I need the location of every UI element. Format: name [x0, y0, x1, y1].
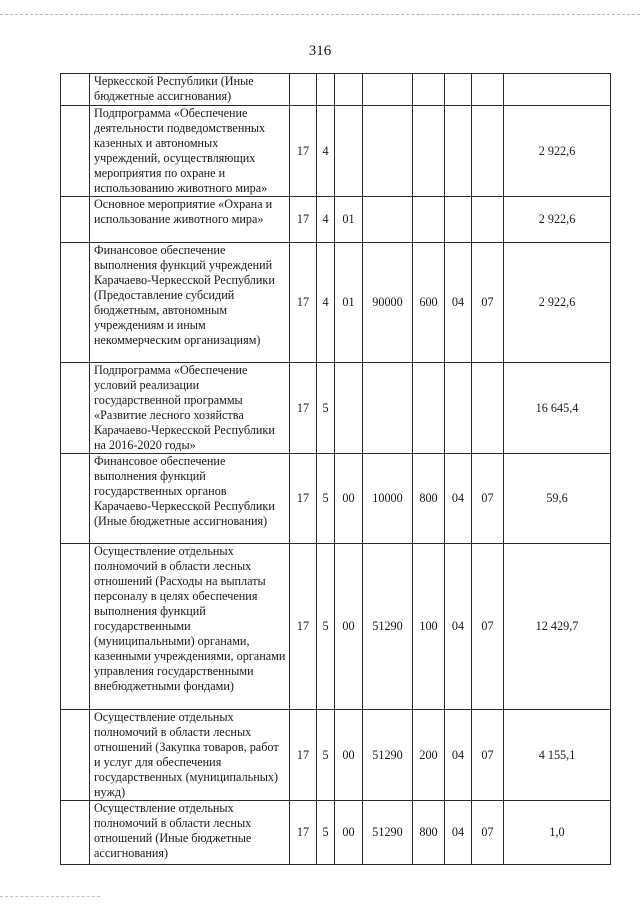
- code-cell-c4: [363, 197, 413, 243]
- code-cell-c4: 51290: [363, 710, 413, 801]
- code-cell-c4: 10000: [363, 454, 413, 544]
- code-cell-c2: 4: [317, 243, 335, 363]
- amount-cell: 2 922,6: [504, 106, 611, 197]
- code-cell-c3: 00: [335, 544, 363, 710]
- row-name-cell: Подпрограмма «Обеспечение условий реализации государственной программы «Развитие лесного хозяйства Карачаево-Черкесской Республики на 2016-2020 годы»: [90, 363, 290, 454]
- code-cell-c6: 04: [445, 544, 472, 710]
- table-row: [61, 544, 611, 710]
- row-index-cell: [61, 454, 90, 544]
- code-cell-c5: 100: [413, 544, 445, 710]
- code-cell-c3: [335, 74, 363, 106]
- code-cell-c4: 51290: [363, 544, 413, 710]
- code-cell-c5: 800: [413, 801, 445, 865]
- code-cell-c6: 04: [445, 243, 472, 363]
- code-cell-c1: [290, 74, 317, 106]
- row-name-cell: Черкесской Республики (Иные бюджетные ассигнования): [90, 74, 290, 106]
- code-cell-c2: 4: [317, 106, 335, 197]
- row-name-cell: Финансовое обеспечение выполнения функций учреждений Карачаево-Черкесской Республики (Предоставление субсидий бюджетным, автономным учреждениям и иным некоммерческим организациям): [90, 243, 290, 363]
- code-cell-c6: [445, 197, 472, 243]
- amount-cell: 1,0: [504, 801, 611, 865]
- row-name-cell: Подпрограмма «Обеспечение деятельности подведомственных казенных и автономных учреждений, осуществляющих мероприятия по охране и использованию животного мира»: [90, 106, 290, 197]
- code-cell-c7: 07: [472, 243, 504, 363]
- row-name-cell: Осуществление отдельных полномочий в области лесных отношений (Расходы на выплаты персоналу в целях обеспечения выполнения функций государственными (муниципальными) органами, казенными учреждениями, органами управления государственными внебюджетными фондами): [90, 544, 290, 710]
- budget-table-body: [61, 74, 611, 865]
- budget-table: [60, 73, 611, 865]
- code-cell-c5: 600: [413, 243, 445, 363]
- table-row: [61, 243, 611, 363]
- code-cell-c7: 07: [472, 454, 504, 544]
- row-index-cell: [61, 197, 90, 243]
- row-index-cell: [61, 801, 90, 865]
- amount-cell: 4 155,1: [504, 710, 611, 801]
- code-cell-c7: 07: [472, 710, 504, 801]
- code-cell-c6: 04: [445, 710, 472, 801]
- row-index-cell: [61, 74, 90, 106]
- code-cell-c2: 5: [317, 710, 335, 801]
- code-cell-c7: 07: [472, 801, 504, 865]
- code-cell-c4: [363, 363, 413, 454]
- code-cell-c4: 90000: [363, 243, 413, 363]
- code-cell-c7: [472, 106, 504, 197]
- table-row: [61, 106, 611, 197]
- code-cell-c1: 17: [290, 454, 317, 544]
- table-row: [61, 197, 611, 243]
- code-cell-c6: 04: [445, 454, 472, 544]
- amount-cell: 2 922,6: [504, 243, 611, 363]
- code-cell-c4: [363, 106, 413, 197]
- code-cell-c3: 01: [335, 243, 363, 363]
- amount-cell: 2 922,6: [504, 197, 611, 243]
- row-index-cell: [61, 710, 90, 801]
- code-cell-c3: 00: [335, 454, 363, 544]
- table-row: [61, 74, 611, 106]
- code-cell-c7: [472, 74, 504, 106]
- code-cell-c7: [472, 197, 504, 243]
- scan-artifact-line: [0, 14, 640, 15]
- code-cell-c2: [317, 74, 335, 106]
- code-cell-c5: 800: [413, 454, 445, 544]
- code-cell-c3: [335, 363, 363, 454]
- table-row: [61, 710, 611, 801]
- scan-artifact-bottom-line: [0, 896, 100, 897]
- amount-cell: 16 645,4: [504, 363, 611, 454]
- code-cell-c1: 17: [290, 197, 317, 243]
- code-cell-c1: 17: [290, 544, 317, 710]
- row-index-cell: [61, 243, 90, 363]
- code-cell-c4: 51290: [363, 801, 413, 865]
- code-cell-c1: 17: [290, 363, 317, 454]
- code-cell-c5: [413, 74, 445, 106]
- row-name-cell: Основное мероприятие «Охрана и использование животного мира»: [90, 197, 290, 243]
- code-cell-c7: 07: [472, 544, 504, 710]
- code-cell-c2: 5: [317, 801, 335, 865]
- code-cell-c5: [413, 197, 445, 243]
- amount-cell: 12 429,7: [504, 544, 611, 710]
- code-cell-c6: [445, 363, 472, 454]
- table-row: [61, 801, 611, 865]
- amount-cell: 59,6: [504, 454, 611, 544]
- code-cell-c6: [445, 74, 472, 106]
- code-cell-c7: [472, 363, 504, 454]
- code-cell-c6: 04: [445, 801, 472, 865]
- amount-cell: [504, 74, 611, 106]
- code-cell-c1: 17: [290, 801, 317, 865]
- code-cell-c5: [413, 363, 445, 454]
- row-index-cell: [61, 544, 90, 710]
- row-index-cell: [61, 363, 90, 454]
- code-cell-c1: 17: [290, 243, 317, 363]
- row-name-cell: Финансовое обеспечение выполнения функций государственных органов Карачаево-Черкесской Республики (Иные бюджетные ассигнования): [90, 454, 290, 544]
- row-name-cell: Осуществление отдельных полномочий в области лесных отношений (Иные бюджетные ассигнования): [90, 801, 290, 865]
- page-number: 316: [308, 43, 332, 59]
- code-cell-c2: 4: [317, 197, 335, 243]
- table-row: [61, 454, 611, 544]
- code-cell-c3: 01: [335, 197, 363, 243]
- code-cell-c2: 5: [317, 454, 335, 544]
- code-cell-c5: [413, 106, 445, 197]
- code-cell-c3: 00: [335, 710, 363, 801]
- code-cell-c3: [335, 106, 363, 197]
- code-cell-c1: 17: [290, 106, 317, 197]
- row-name-cell: Осуществление отдельных полномочий в области лесных отношений (Закупка товаров, работ и услуг для обеспечения государственных (муниципальных) нужд): [90, 710, 290, 801]
- code-cell-c3: 00: [335, 801, 363, 865]
- row-index-cell: [61, 106, 90, 197]
- code-cell-c6: [445, 106, 472, 197]
- code-cell-c1: 17: [290, 710, 317, 801]
- code-cell-c2: 5: [317, 544, 335, 710]
- code-cell-c5: 200: [413, 710, 445, 801]
- table-row: [61, 363, 611, 454]
- code-cell-c4: [363, 74, 413, 106]
- code-cell-c2: 5: [317, 363, 335, 454]
